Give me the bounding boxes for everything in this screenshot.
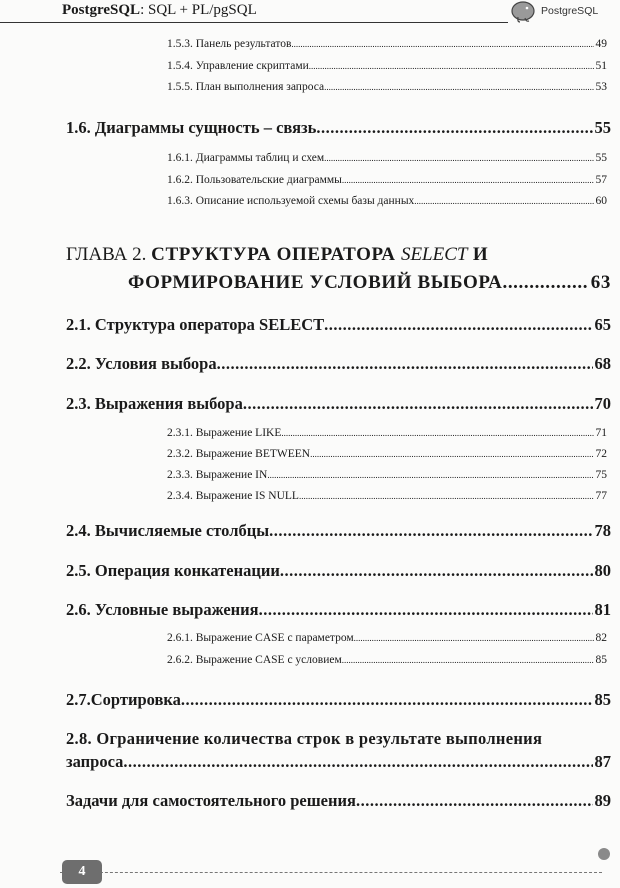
toc-section[interactable] xyxy=(66,354,611,374)
toc-entry-label: 1.6.2. Пользовательские диаграммы xyxy=(167,174,342,186)
toc-entry[interactable] xyxy=(167,38,607,50)
leader-dots xyxy=(309,61,594,71)
leader-dots xyxy=(356,791,593,811)
chapter-prefix: ГЛАВА 2. xyxy=(66,244,152,265)
toc-entry-page: 72 xyxy=(595,448,607,460)
logo-text: PostgreSQL xyxy=(541,5,599,17)
toc-section[interactable] xyxy=(66,600,611,620)
toc-section-label: 1.6. Диаграммы сущность – связь xyxy=(66,118,317,137)
chapter-title-b: И xyxy=(467,244,489,265)
toc-entry-page: 77 xyxy=(595,490,607,502)
toc-section-label: 2.1. Структура оператора SELECT xyxy=(66,315,325,334)
toc-entry-label: 1.5.5. План выполнения запроса xyxy=(167,81,325,93)
toc-section-label: Задачи для самостоятельного решения xyxy=(66,791,356,810)
toc-entry-label: 1.5.3. Панель результатов xyxy=(167,38,292,50)
running-header xyxy=(0,0,620,26)
leader-dots xyxy=(281,428,593,438)
toc-entry[interactable] xyxy=(167,174,607,186)
footer-rule xyxy=(60,872,602,873)
toc-entry-label: 2.3.2. Выражение BETWEEN xyxy=(167,448,311,460)
toc-section-label: 2.3. Выражения выбора xyxy=(66,394,243,413)
toc-section[interactable] xyxy=(66,752,611,772)
toc-entry[interactable] xyxy=(167,152,607,164)
leader-dots xyxy=(342,655,594,665)
leader-dots xyxy=(259,600,593,620)
toc-entry-page: 57 xyxy=(595,174,607,186)
toc-section-label: 2.6. Условные выражения xyxy=(66,600,259,619)
toc-section[interactable] xyxy=(66,561,611,581)
toc-section-label: 2.4. Вычисляемые столбцы xyxy=(66,521,270,540)
toc-section-page: 78 xyxy=(594,521,611,540)
toc-entry-label: 2.3.4. Выражение IS NULL xyxy=(167,490,299,502)
leader-dots xyxy=(324,153,593,163)
toc-entry-page: 85 xyxy=(595,654,607,666)
leader-dots xyxy=(310,449,593,459)
toc-section[interactable] xyxy=(66,690,611,710)
toc-entry-page: 51 xyxy=(595,60,607,72)
toc-entry[interactable] xyxy=(167,469,607,481)
toc-section-page: 89 xyxy=(594,791,611,810)
leader-dots xyxy=(269,521,592,541)
toc-entry[interactable] xyxy=(167,448,607,460)
toc-entry[interactable] xyxy=(167,654,607,666)
toc-section[interactable] xyxy=(66,394,611,414)
chapter-title-a: СТРУКТУРА ОПЕРАТОРА xyxy=(151,244,401,265)
chapter-page: 63 xyxy=(590,272,611,293)
leader-dots xyxy=(299,491,594,501)
toc-entry[interactable] xyxy=(167,490,607,502)
toc-entry[interactable] xyxy=(167,60,607,72)
toc-section-page: 70 xyxy=(594,394,611,413)
toc-entry[interactable] xyxy=(167,195,607,207)
page-number-badge: 4 xyxy=(62,860,102,884)
leader-dots xyxy=(291,39,593,49)
footer-ornament xyxy=(598,848,610,860)
toc-section-page: 80 xyxy=(594,561,611,580)
toc-section-label: запроса xyxy=(66,752,124,771)
toc-section-label: 2.5. Операция конкатенации xyxy=(66,561,280,580)
toc-entry-label: 2.6.1. Выражение CASE с параметром xyxy=(167,632,354,644)
toc-entry[interactable] xyxy=(167,81,607,93)
toc-entry-page: 71 xyxy=(595,427,607,439)
toc-section-page: 81 xyxy=(594,600,611,619)
leader-dots xyxy=(243,394,593,414)
toc-section[interactable] xyxy=(66,118,611,138)
toc-section[interactable] xyxy=(66,315,611,335)
toc-entry-page: 55 xyxy=(595,152,607,164)
leader-dots xyxy=(354,633,594,643)
chapter-title-line1[interactable] xyxy=(66,244,611,266)
toc-section[interactable] xyxy=(66,791,611,811)
toc-section-label: 2.7.Сортировка xyxy=(66,690,181,709)
chapter-title-italic: SELECT xyxy=(400,244,468,265)
leader-dots xyxy=(414,196,593,206)
toc-section-page: 68 xyxy=(594,354,611,373)
toc-section-page: 65 xyxy=(594,315,611,334)
leader-dots xyxy=(123,752,592,772)
book-title xyxy=(62,2,257,19)
leader-dots xyxy=(217,354,593,374)
toc-entry-label: 2.6.2. Выражение CASE с условием xyxy=(167,654,342,666)
book-title-bold: PostgreSQL xyxy=(62,2,141,18)
postgresql-logo xyxy=(508,0,620,24)
toc-section-page: 55 xyxy=(594,118,611,137)
leader-dots xyxy=(324,82,593,92)
leader-dots xyxy=(181,690,593,710)
toc-section-page: 87 xyxy=(594,752,611,771)
toc-entry[interactable] xyxy=(167,427,607,439)
toc-entry-label: 1.6.1. Диаграммы таблиц и схем xyxy=(167,152,325,164)
toc-entry[interactable] xyxy=(167,632,607,644)
toc-section-label: 2.8. Ограничение количества строк в результате выполнения xyxy=(66,729,543,748)
leader-dots xyxy=(342,175,594,185)
toc-entry-label: 1.5.4. Управление скриптами xyxy=(167,60,309,72)
leader-dots xyxy=(502,272,588,294)
toc-entry-label: 2.3.1. Выражение LIKE xyxy=(167,427,282,439)
toc-section-page: 85 xyxy=(594,690,611,709)
toc-entry-page: 82 xyxy=(595,632,607,644)
toc-section-line1[interactable] xyxy=(66,729,611,749)
elephant-icon xyxy=(508,1,538,23)
leader-dots xyxy=(267,470,593,480)
toc-entry-page: 49 xyxy=(595,38,607,50)
toc-entry-label: 1.6.3. Описание используемой схемы базы данных xyxy=(167,195,415,207)
chapter-line2-label: ФОРМИРОВАНИЕ УСЛОВИЙ ВЫБОРА xyxy=(128,272,503,293)
toc-entry-page: 53 xyxy=(595,81,607,93)
book-title-rest: : SQL + PL/pgSQL xyxy=(140,2,257,18)
leader-dots xyxy=(280,561,593,581)
toc-section[interactable] xyxy=(66,521,611,541)
leader-dots xyxy=(316,118,592,138)
chapter-title-line2[interactable] xyxy=(128,272,611,294)
toc-entry-label: 2.3.3. Выражение IN xyxy=(167,469,268,481)
toc-entry-page: 75 xyxy=(595,469,607,481)
toc-entry-page: 60 xyxy=(595,195,607,207)
leader-dots xyxy=(324,315,592,335)
toc-section-label: 2.2. Условия выбора xyxy=(66,354,217,373)
